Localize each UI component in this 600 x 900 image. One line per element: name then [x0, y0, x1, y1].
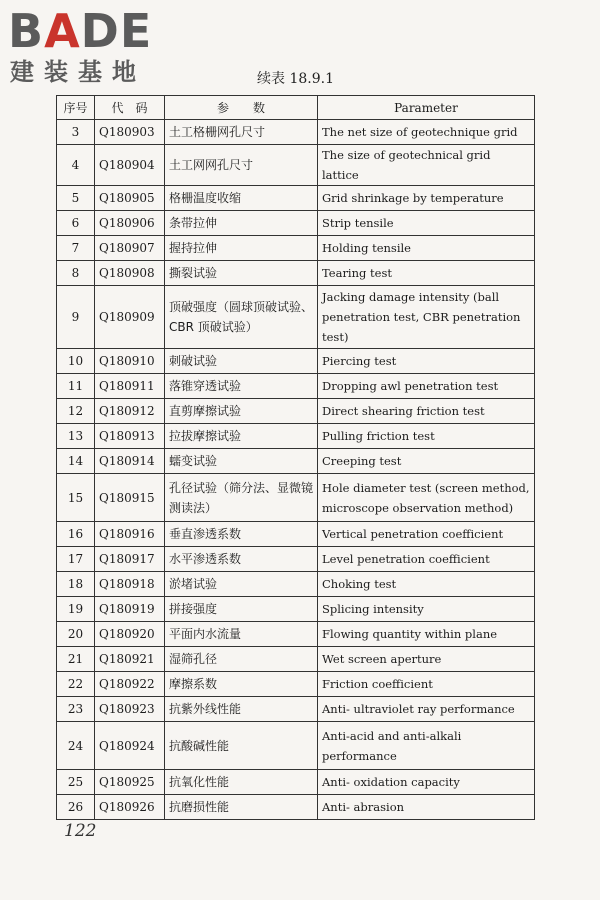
row-parameter-en: Tearing test [318, 261, 535, 286]
row-parameter-en: The size of geotechnical grid lattice [318, 145, 535, 186]
row-code: Q180914 [95, 449, 165, 474]
row-parameter-en: Anti-acid and anti-alkali performance [318, 722, 535, 770]
row-parameter-cn: 平面内水流量 [165, 622, 318, 647]
table-row [57, 211, 535, 236]
row-code: Q180916 [95, 522, 165, 547]
row-serial: 18 [57, 572, 95, 597]
row-serial: 3 [57, 120, 95, 145]
row-parameter-cn: 湿筛孔径 [165, 647, 318, 672]
table-row [57, 474, 535, 522]
table-caption: 续表 18.9.1 [257, 71, 334, 87]
row-parameter-cn: 淤堵试验 [165, 572, 318, 597]
table-row [57, 286, 535, 349]
row-serial: 11 [57, 374, 95, 399]
row-code: Q180909 [95, 286, 165, 349]
row-parameter-cn: 抗氧化性能 [165, 770, 318, 795]
logo-wordmark: BADE [8, 4, 153, 58]
table-row [57, 622, 535, 647]
row-parameter-en: Hole diameter test (screen method, microscope observation method) [318, 474, 535, 522]
row-parameter-cn: 抗紫外线性能 [165, 697, 318, 722]
row-serial: 19 [57, 597, 95, 622]
row-serial: 24 [57, 722, 95, 770]
row-parameter-en: Holding tensile [318, 236, 535, 261]
row-code: Q180905 [95, 186, 165, 211]
row-serial: 22 [57, 672, 95, 697]
row-parameter-cn: 刺破试验 [165, 349, 318, 374]
row-serial: 23 [57, 697, 95, 722]
row-parameter-cn: 摩擦系数 [165, 672, 318, 697]
row-parameter-cn: 抗磨损性能 [165, 795, 318, 820]
row-code: Q180924 [95, 722, 165, 770]
row-parameter-en: Level penetration coefficient [318, 547, 535, 572]
table-row [57, 349, 535, 374]
row-parameter-cn: 落锥穿透试验 [165, 374, 318, 399]
row-serial: 26 [57, 795, 95, 820]
row-serial: 10 [57, 349, 95, 374]
row-parameter-en: Strip tensile [318, 211, 535, 236]
row-serial: 9 [57, 286, 95, 349]
row-code: Q180911 [95, 374, 165, 399]
row-parameter-en: Pulling friction test [318, 424, 535, 449]
table-row [57, 672, 535, 697]
row-code: Q180922 [95, 672, 165, 697]
table-row [57, 261, 535, 286]
row-parameter-en: Piercing test [318, 349, 535, 374]
table-row [57, 697, 535, 722]
row-code: Q180925 [95, 770, 165, 795]
row-parameter-en: Jacking damage intensity (ball penetration test, CBR penetration test) [318, 286, 535, 349]
header-serial: 序号 [57, 96, 95, 120]
row-code: Q180910 [95, 349, 165, 374]
row-code: Q180906 [95, 211, 165, 236]
table-row [57, 770, 535, 795]
row-code: Q180921 [95, 647, 165, 672]
header-code: 代 码 [95, 96, 165, 120]
page-number: 122 [64, 821, 97, 841]
row-parameter-cn: 土工网网孔尺寸 [165, 145, 318, 186]
row-code: Q180926 [95, 795, 165, 820]
row-parameter-en: Direct shearing friction test [318, 399, 535, 424]
table-header-row [57, 96, 535, 120]
row-parameter-en: Anti- abrasion [318, 795, 535, 820]
row-parameter-cn: 蠕变试验 [165, 449, 318, 474]
row-parameter-cn: 抗酸碱性能 [165, 722, 318, 770]
row-parameter-cn: 握持拉伸 [165, 236, 318, 261]
row-parameter-en: Splicing intensity [318, 597, 535, 622]
row-parameter-en: Wet screen aperture [318, 647, 535, 672]
row-parameter-cn: 水平渗透系数 [165, 547, 318, 572]
row-parameter-en: Grid shrinkage by temperature [318, 186, 535, 211]
row-serial: 13 [57, 424, 95, 449]
row-code: Q180917 [95, 547, 165, 572]
table-row [57, 374, 535, 399]
row-parameter-en: Friction coefficient [318, 672, 535, 697]
row-serial: 7 [57, 236, 95, 261]
row-parameter-cn: 拉拔摩擦试验 [165, 424, 318, 449]
row-code: Q180913 [95, 424, 165, 449]
row-serial: 20 [57, 622, 95, 647]
row-serial: 4 [57, 145, 95, 186]
row-parameter-en: Choking test [318, 572, 535, 597]
row-parameter-en: Anti- oxidation capacity [318, 770, 535, 795]
table-row [57, 186, 535, 211]
bade-logo [8, 6, 178, 86]
row-code: Q180923 [95, 697, 165, 722]
table-row [57, 424, 535, 449]
header-parameter-en: Parameter [318, 96, 535, 120]
row-serial: 8 [57, 261, 95, 286]
row-parameter-cn: 拼接强度 [165, 597, 318, 622]
row-serial: 16 [57, 522, 95, 547]
table-row [57, 522, 535, 547]
row-code: Q180904 [95, 145, 165, 186]
table-row [57, 145, 535, 186]
row-parameter-cn: 土工格栅网孔尺寸 [165, 120, 318, 145]
row-serial: 21 [57, 647, 95, 672]
row-code: Q180908 [95, 261, 165, 286]
row-serial: 12 [57, 399, 95, 424]
row-parameter-en: Creeping test [318, 449, 535, 474]
row-code: Q180919 [95, 597, 165, 622]
logo-subtitle: 建装基地 [10, 58, 146, 86]
row-code: Q180912 [95, 399, 165, 424]
row-parameter-cn: 条带拉伸 [165, 211, 318, 236]
row-code: Q180903 [95, 120, 165, 145]
row-parameter-en: Anti- ultraviolet ray performance [318, 697, 535, 722]
parameter-table [56, 95, 535, 820]
table-body [57, 120, 535, 820]
row-parameter-cn: 孔径试验（筛分法、显微镜测读法） [165, 474, 318, 522]
table-row [57, 449, 535, 474]
table-row [57, 120, 535, 145]
row-parameter-en: Flowing quantity within plane [318, 622, 535, 647]
row-serial: 6 [57, 211, 95, 236]
row-serial: 15 [57, 474, 95, 522]
row-code: Q180915 [95, 474, 165, 522]
row-serial: 14 [57, 449, 95, 474]
row-serial: 17 [57, 547, 95, 572]
table-row [57, 547, 535, 572]
row-parameter-en: The net size of geotechnique grid [318, 120, 535, 145]
row-parameter-cn: 撕裂试验 [165, 261, 318, 286]
table-row [57, 722, 535, 770]
row-serial: 5 [57, 186, 95, 211]
row-parameter-en: Dropping awl penetration test [318, 374, 535, 399]
table-row [57, 399, 535, 424]
row-code: Q180920 [95, 622, 165, 647]
table-row [57, 597, 535, 622]
header-parameter-cn: 参 数 [165, 96, 318, 120]
row-serial: 25 [57, 770, 95, 795]
row-parameter-cn: 直剪摩擦试验 [165, 399, 318, 424]
table-row [57, 647, 535, 672]
row-parameter-en: Vertical penetration coefficient [318, 522, 535, 547]
row-parameter-cn: 格栅温度收缩 [165, 186, 318, 211]
table-row [57, 236, 535, 261]
table-row [57, 572, 535, 597]
row-code: Q180918 [95, 572, 165, 597]
row-code: Q180907 [95, 236, 165, 261]
table-row [57, 795, 535, 820]
row-parameter-cn: 顶破强度（圆球顶破试验、CBR 顶破试验） [165, 286, 318, 349]
row-parameter-cn: 垂直渗透系数 [165, 522, 318, 547]
